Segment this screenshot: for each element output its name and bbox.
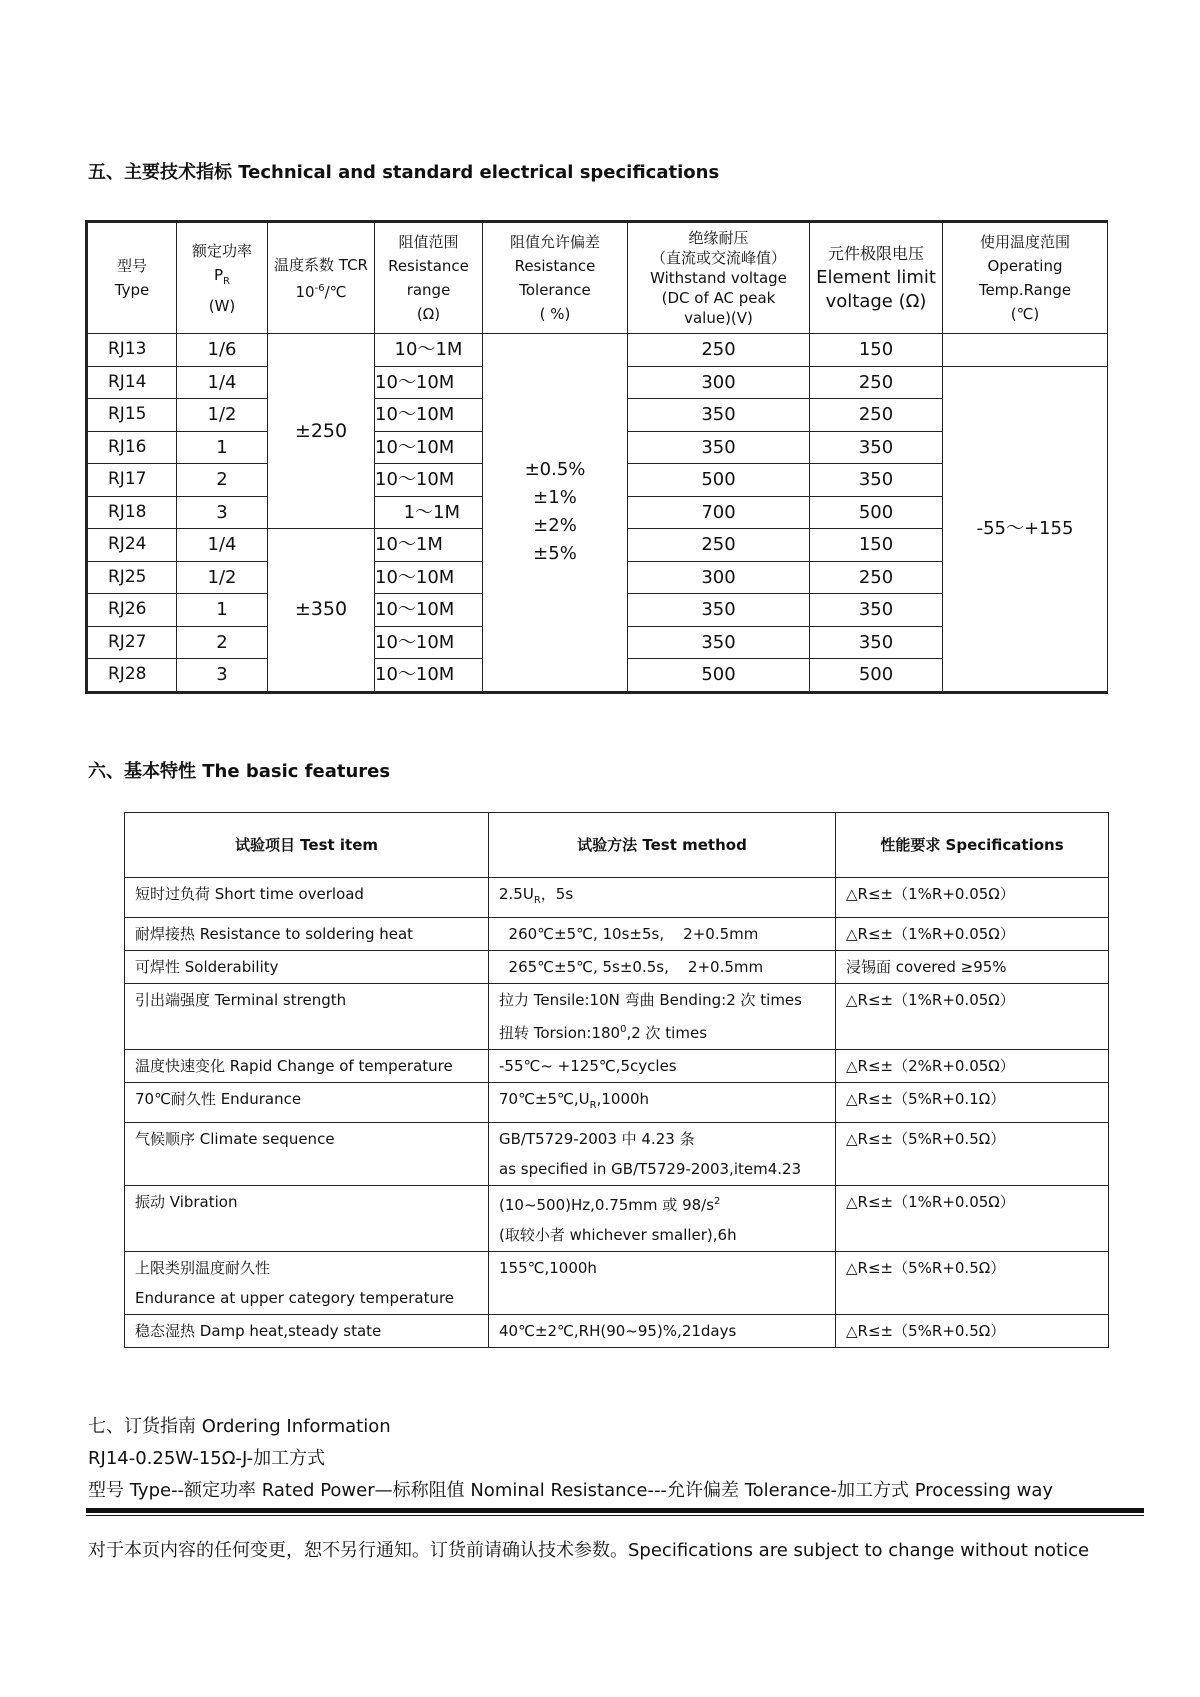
header-temp: 使用温度范围 Operating Temp.Range (℃) [943, 222, 1108, 334]
power-cell: 1/6 [177, 334, 268, 367]
element-cell: 500 [810, 496, 943, 529]
type-cell: RJ14 [87, 366, 177, 399]
range-cell: 10～10M [375, 659, 483, 693]
range-cell: 10～10M [375, 366, 483, 399]
type-cell: RJ28 [87, 659, 177, 693]
header-tolerance: 阻值允许偏差 Resistance Tolerance ( %) [483, 222, 628, 334]
test-item-cell: 耐焊接热 Resistance to soldering heat [125, 918, 489, 951]
ordering-title: 七、订货指南 Ordering Information [88, 1416, 391, 1437]
power-cell: 2 [177, 626, 268, 659]
table-row [125, 1315, 1109, 1348]
withstand-cell: 300 [628, 366, 810, 399]
type-cell: RJ26 [87, 594, 177, 627]
test-item-cell: 上限类别温度耐久性 Endurance at upper category temperature [125, 1252, 489, 1315]
test-item-cell: 振动 Vibration [125, 1186, 489, 1252]
power-cell: 1/4 [177, 529, 268, 562]
section-6-title: 六、基本特性 The basic features [88, 761, 391, 782]
header-test-item: 试验项目 Test item [125, 813, 489, 878]
ordering-format: 型号 Type--额定功率 Rated Power—标称阻值 Nominal Resistance---允许偏差 Tolerance-加工方式 Processing way [88, 1480, 1054, 1501]
test-method-cell: 260℃±5℃, 10s±5s, 2+0.5mm [489, 918, 836, 951]
spec-table [85, 220, 1108, 694]
power-cell: 1/2 [177, 399, 268, 432]
element-cell: 350 [810, 464, 943, 497]
header-power: 额定功率 $P_R$ (W) [177, 222, 268, 334]
table-row [125, 984, 1109, 1050]
tcr-cell: ±250 [268, 334, 375, 529]
type-cell: RJ13 [87, 334, 177, 367]
test-method-cell: $2.5U_R$，5s [489, 878, 836, 918]
type-cell: RJ18 [87, 496, 177, 529]
withstand-cell: 350 [628, 594, 810, 627]
range-cell: 10～1M [375, 334, 483, 367]
range-cell: 10～1M [375, 529, 483, 562]
spec-cell: △R≤±（1%R+0.05Ω） [836, 1186, 1109, 1252]
section-5-title: 五、主要技术指标 Technical and standard electrical specifications [88, 162, 720, 183]
element-cell: 350 [810, 626, 943, 659]
element-cell: 150 [810, 334, 943, 367]
test-method-cell: 拉力 Tensile:10N 弯曲 Bending:2 次 times 扭转 $Torsion:180^0,2$ 次 times [489, 984, 836, 1050]
test-method-cell: 40℃±2℃,RH(90~95)%,21days [489, 1315, 836, 1348]
table-row [125, 918, 1109, 951]
range-cell: 10～10M [375, 594, 483, 627]
range-cell: 1～1M [375, 496, 483, 529]
header-specifications: 性能要求 Specifications [836, 813, 1109, 878]
element-cell: 250 [810, 366, 943, 399]
divider-thick [86, 1508, 1144, 1513]
change-notice: 对于本页内容的任何变更，恕不另行通知。订货前请确认技术参数。Specifications are subject to change without notice [88, 1540, 1090, 1561]
range-cell: 10～10M [375, 399, 483, 432]
table-row [87, 334, 1108, 367]
test-item-cell: 稳态湿热 Damp heat,steady state [125, 1315, 489, 1348]
table-row [125, 878, 1109, 918]
tcr-cell: ±350 [268, 529, 375, 693]
spec-cell: △R≤±（5%R+0.1Ω） [836, 1083, 1109, 1123]
withstand-cell: 250 [628, 334, 810, 367]
element-cell: 350 [810, 431, 943, 464]
power-cell: 3 [177, 496, 268, 529]
header-test-method: 试验方法 Test method [489, 813, 836, 878]
divider-thin [86, 1515, 1144, 1516]
power-cell: 1 [177, 431, 268, 464]
type-cell: RJ25 [87, 561, 177, 594]
table-row [125, 1083, 1109, 1123]
spec-cell: △R≤±（2%R+0.05Ω） [836, 1050, 1109, 1083]
type-cell: RJ24 [87, 529, 177, 562]
table-row [125, 1252, 1109, 1315]
type-cell: RJ17 [87, 464, 177, 497]
header-withstand: 绝缘耐压 （直流或交流峰值） Withstand voltage (DC of AC peak value)(V) [628, 222, 810, 334]
type-cell: RJ15 [87, 399, 177, 432]
range-cell: 10～10M [375, 561, 483, 594]
table-row [125, 951, 1109, 984]
test-item-cell: 引出端强度 Terminal strength [125, 984, 489, 1050]
type-cell: RJ16 [87, 431, 177, 464]
power-cell: 1/2 [177, 561, 268, 594]
element-cell: 150 [810, 529, 943, 562]
spec-cell: △R≤±（1%R+0.05Ω） [836, 878, 1109, 918]
range-cell: 10～10M [375, 464, 483, 497]
test-item-cell: 短时过负荷 Short time overload [125, 878, 489, 918]
test-method-cell: $70℃\pm 5℃,U_R,1000h$ [489, 1083, 836, 1123]
header-type: 型号 Type [87, 222, 177, 334]
spec-cell: △R≤±（5%R+0.5Ω） [836, 1315, 1109, 1348]
power-cell: 1/4 [177, 366, 268, 399]
withstand-cell: 350 [628, 431, 810, 464]
spec-cell: △R≤±（5%R+0.5Ω） [836, 1123, 1109, 1186]
test-method-cell: -55℃~ +125℃,5cycles [489, 1050, 836, 1083]
element-cell: 250 [810, 399, 943, 432]
table-row [125, 1123, 1109, 1186]
test-item-cell: 可焊性 Solderability [125, 951, 489, 984]
withstand-cell: 300 [628, 561, 810, 594]
table-row [125, 1050, 1109, 1083]
tolerance-cell: ±0.5% ±1% ±2% ±5% [483, 334, 628, 693]
test-method-cell: 155℃,1000h [489, 1252, 836, 1315]
element-cell: 500 [810, 659, 943, 693]
test-method-cell: (10~500)Hz,0.75mm 或 $98/s^2$ (取较小者 whichever smaller),6h [489, 1186, 836, 1252]
features-header-row [125, 813, 1109, 878]
type-cell: RJ27 [87, 626, 177, 659]
withstand-cell: 350 [628, 626, 810, 659]
spec-header-row [87, 222, 1108, 334]
range-cell: 10～10M [375, 626, 483, 659]
spec-cell: 浸锡面 covered ≥95% [836, 951, 1109, 984]
test-method-cell: GB/T5729-2003 中 4.23 条 as specified in GB/T5729-2003,item4.23 [489, 1123, 836, 1186]
spec-cell: △R≤±（5%R+0.5Ω） [836, 1252, 1109, 1315]
table-row [125, 1186, 1109, 1252]
test-item-cell: 70℃耐久性 Endurance [125, 1083, 489, 1123]
temp-range-cell: -55～+155 [943, 366, 1108, 692]
withstand-cell: 700 [628, 496, 810, 529]
power-cell: 3 [177, 659, 268, 693]
range-cell: 10～10M [375, 431, 483, 464]
header-tcr: 温度系数 TCR $10^{-6}/℃$ [268, 222, 375, 334]
temp-cell-empty [943, 334, 1108, 367]
test-method-cell: 265℃±5℃, 5s±0.5s, 2+0.5mm [489, 951, 836, 984]
power-cell: 1 [177, 594, 268, 627]
withstand-cell: 350 [628, 399, 810, 432]
spec-cell: △R≤±（1%R+0.05Ω） [836, 984, 1109, 1050]
header-element: 元件极限电压 Element limit voltage (Ω) [810, 222, 943, 334]
test-item-cell: 温度快速变化 Rapid Change of temperature [125, 1050, 489, 1083]
ordering-example: RJ14-0.25W-15Ω-J-加工方式 [88, 1448, 326, 1469]
test-item-cell: 气候顺序 Climate sequence [125, 1123, 489, 1186]
spec-cell: △R≤±（1%R+0.05Ω） [836, 918, 1109, 951]
header-range: 阻值范围 Resistance range (Ω) [375, 222, 483, 334]
withstand-cell: 250 [628, 529, 810, 562]
withstand-cell: 500 [628, 464, 810, 497]
element-cell: 350 [810, 594, 943, 627]
power-cell: 2 [177, 464, 268, 497]
element-cell: 250 [810, 561, 943, 594]
features-table [124, 812, 1109, 1348]
withstand-cell: 500 [628, 659, 810, 693]
